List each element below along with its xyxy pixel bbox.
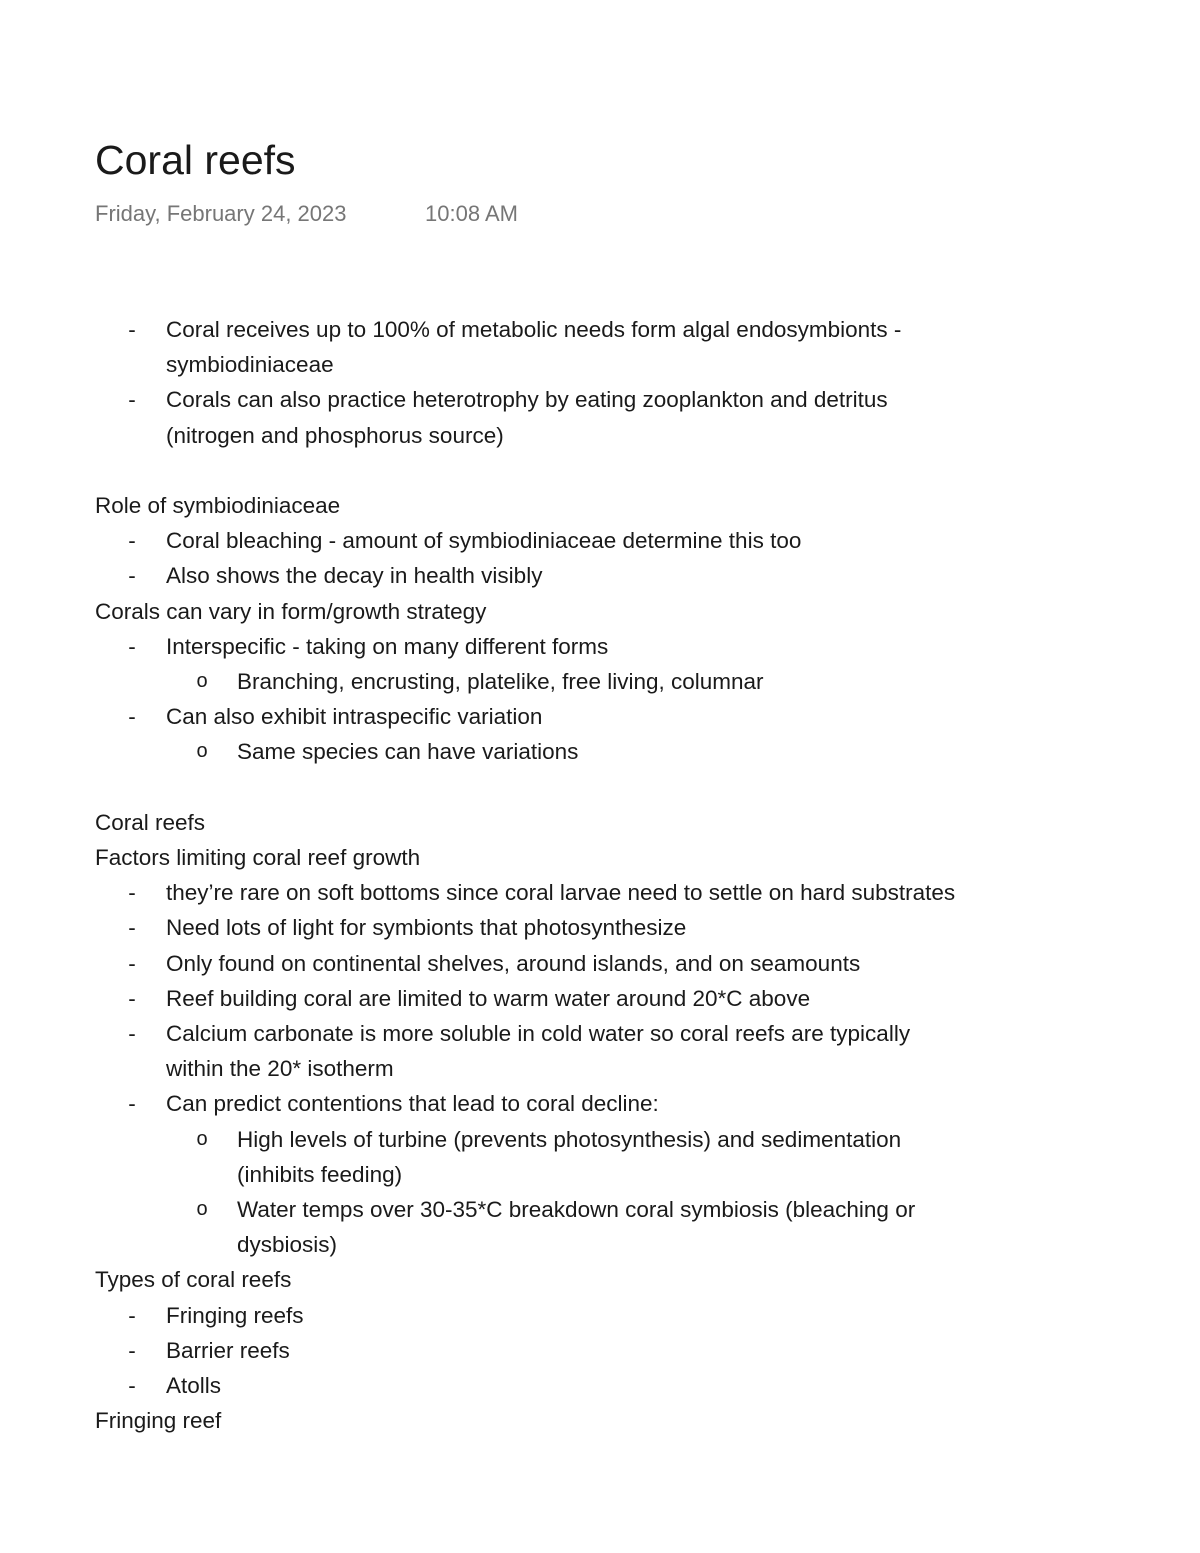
dash-bullet-icon: -: [128, 950, 136, 976]
blank-line: [95, 453, 1155, 488]
bullet-item: [95, 312, 1155, 347]
line-text: Same species can have variations: [237, 739, 579, 765]
dash-bullet-icon: -: [128, 387, 136, 413]
dash-bullet-icon: -: [128, 880, 136, 906]
heading-line: [95, 805, 1155, 840]
line-text: symbiodiniaceae: [166, 352, 334, 378]
sub-bullet-item: [95, 734, 1155, 769]
bullet-item: [95, 1016, 1155, 1051]
line-text: Can predict contentions that lead to coral decline:: [166, 1091, 659, 1117]
bullet-item: [95, 418, 1155, 453]
dash-bullet-icon: -: [128, 633, 136, 659]
dash-bullet-icon: -: [128, 528, 136, 554]
line-text: they’re rare on soft bottoms since coral larvae need to settle on hard substrates: [166, 880, 956, 906]
bullet-item: [95, 946, 1155, 981]
line-text: High levels of turbine (prevents photosynthesis) and sedimentation: [237, 1126, 902, 1152]
line-text: Fringing reef: [95, 1408, 222, 1434]
heading-line: [95, 488, 1155, 523]
bullet-item: [95, 347, 1155, 382]
line-text: Can also exhibit intraspecific variation: [166, 704, 543, 730]
line-text: Factors limiting coral reef growth: [95, 845, 421, 871]
note-body[interactable]: [95, 312, 1155, 1438]
line-text: (nitrogen and phosphorus source): [166, 422, 504, 448]
circle-bullet-icon: o: [196, 1127, 208, 1150]
sub-bullet-item: [95, 1227, 1155, 1262]
line-text: Corals can also practice heterotrophy by eating zooplankton and detritus: [166, 387, 888, 413]
note-time: 10:08 AM: [425, 201, 518, 226]
bullet-item: [95, 1333, 1155, 1368]
bullet-item: [95, 558, 1155, 593]
sub-bullet-item: [95, 1192, 1155, 1227]
bullet-item: [95, 629, 1155, 664]
dash-bullet-icon: -: [128, 563, 136, 589]
dash-bullet-icon: -: [128, 1373, 136, 1399]
line-text: Fringing reefs: [166, 1302, 304, 1328]
dash-bullet-icon: -: [128, 915, 136, 941]
line-text: within the 20* isotherm: [166, 1056, 394, 1082]
sub-bullet-item: [95, 664, 1155, 699]
dash-bullet-icon: -: [128, 1091, 136, 1117]
circle-bullet-icon: o: [196, 740, 208, 763]
page-title: Coral reefs: [95, 137, 296, 183]
line-text: Corals can vary in form/growth strategy: [95, 598, 487, 624]
line-text: Coral receives up to 100% of metabolic needs form algal endosymbionts -: [166, 317, 902, 342]
heading-line: [95, 594, 1155, 629]
bullet-item: [95, 382, 1155, 417]
sub-bullet-item: [95, 1122, 1155, 1157]
line-text: dysbiosis): [237, 1232, 338, 1258]
dash-bullet-icon: -: [128, 1021, 136, 1047]
line-text: Coral reefs: [95, 809, 206, 835]
line-text: Branching, encrusting, platelike, free living, columnar: [237, 669, 764, 695]
line-text: Types of coral reefs: [95, 1267, 292, 1293]
line-text: (inhibits feeding): [237, 1161, 403, 1187]
line-text: Role of symbiodiniaceae: [95, 493, 341, 518]
line-text: Interspecific - taking on many different forms: [166, 633, 609, 659]
bullet-item: [95, 875, 1155, 910]
line-text: Reef building coral are limited to warm water around 20*C above: [166, 985, 811, 1011]
bullet-item: [95, 910, 1155, 945]
bullet-item: [95, 981, 1155, 1016]
dash-bullet-icon: -: [128, 704, 136, 730]
note-date: Friday, February 24, 2023: [95, 201, 347, 226]
bullet-item: [95, 1298, 1155, 1333]
line-text: Barrier reefs: [166, 1337, 290, 1363]
line-text: Also shows the decay in health visibly: [166, 563, 543, 589]
circle-bullet-icon: o: [196, 1198, 208, 1221]
bullet-item: [95, 1086, 1155, 1121]
blank-line: [95, 770, 1155, 805]
bullet-item: [95, 1051, 1155, 1086]
sub-bullet-item: [95, 1157, 1155, 1192]
note-page: [95, 130, 1155, 1438]
line-text: Need lots of light for symbionts that photosynthesize: [166, 915, 687, 941]
line-text: Coral bleaching - amount of symbiodiniaceae determine this too: [166, 528, 802, 554]
heading-line: [95, 840, 1155, 875]
bullet-item: [95, 1368, 1155, 1403]
line-text: Atolls: [166, 1373, 222, 1399]
dash-bullet-icon: -: [128, 1337, 136, 1363]
note-timestamp: [95, 198, 1155, 230]
line-text: Water temps over 30-35*C breakdown coral symbiosis (bleaching or: [237, 1197, 916, 1223]
heading-line: [95, 1403, 1155, 1438]
dash-bullet-icon: -: [128, 985, 136, 1011]
bullet-item: [95, 523, 1155, 558]
line-text: Only found on continental shelves, around islands, and on seamounts: [166, 950, 861, 976]
heading-line: [95, 1262, 1155, 1297]
circle-bullet-icon: o: [196, 670, 208, 693]
bullet-item: [95, 699, 1155, 734]
dash-bullet-icon: -: [128, 317, 136, 342]
line-text: Calcium carbonate is more soluble in cold water so coral reefs are typically: [166, 1021, 911, 1047]
dash-bullet-icon: -: [128, 1302, 136, 1328]
